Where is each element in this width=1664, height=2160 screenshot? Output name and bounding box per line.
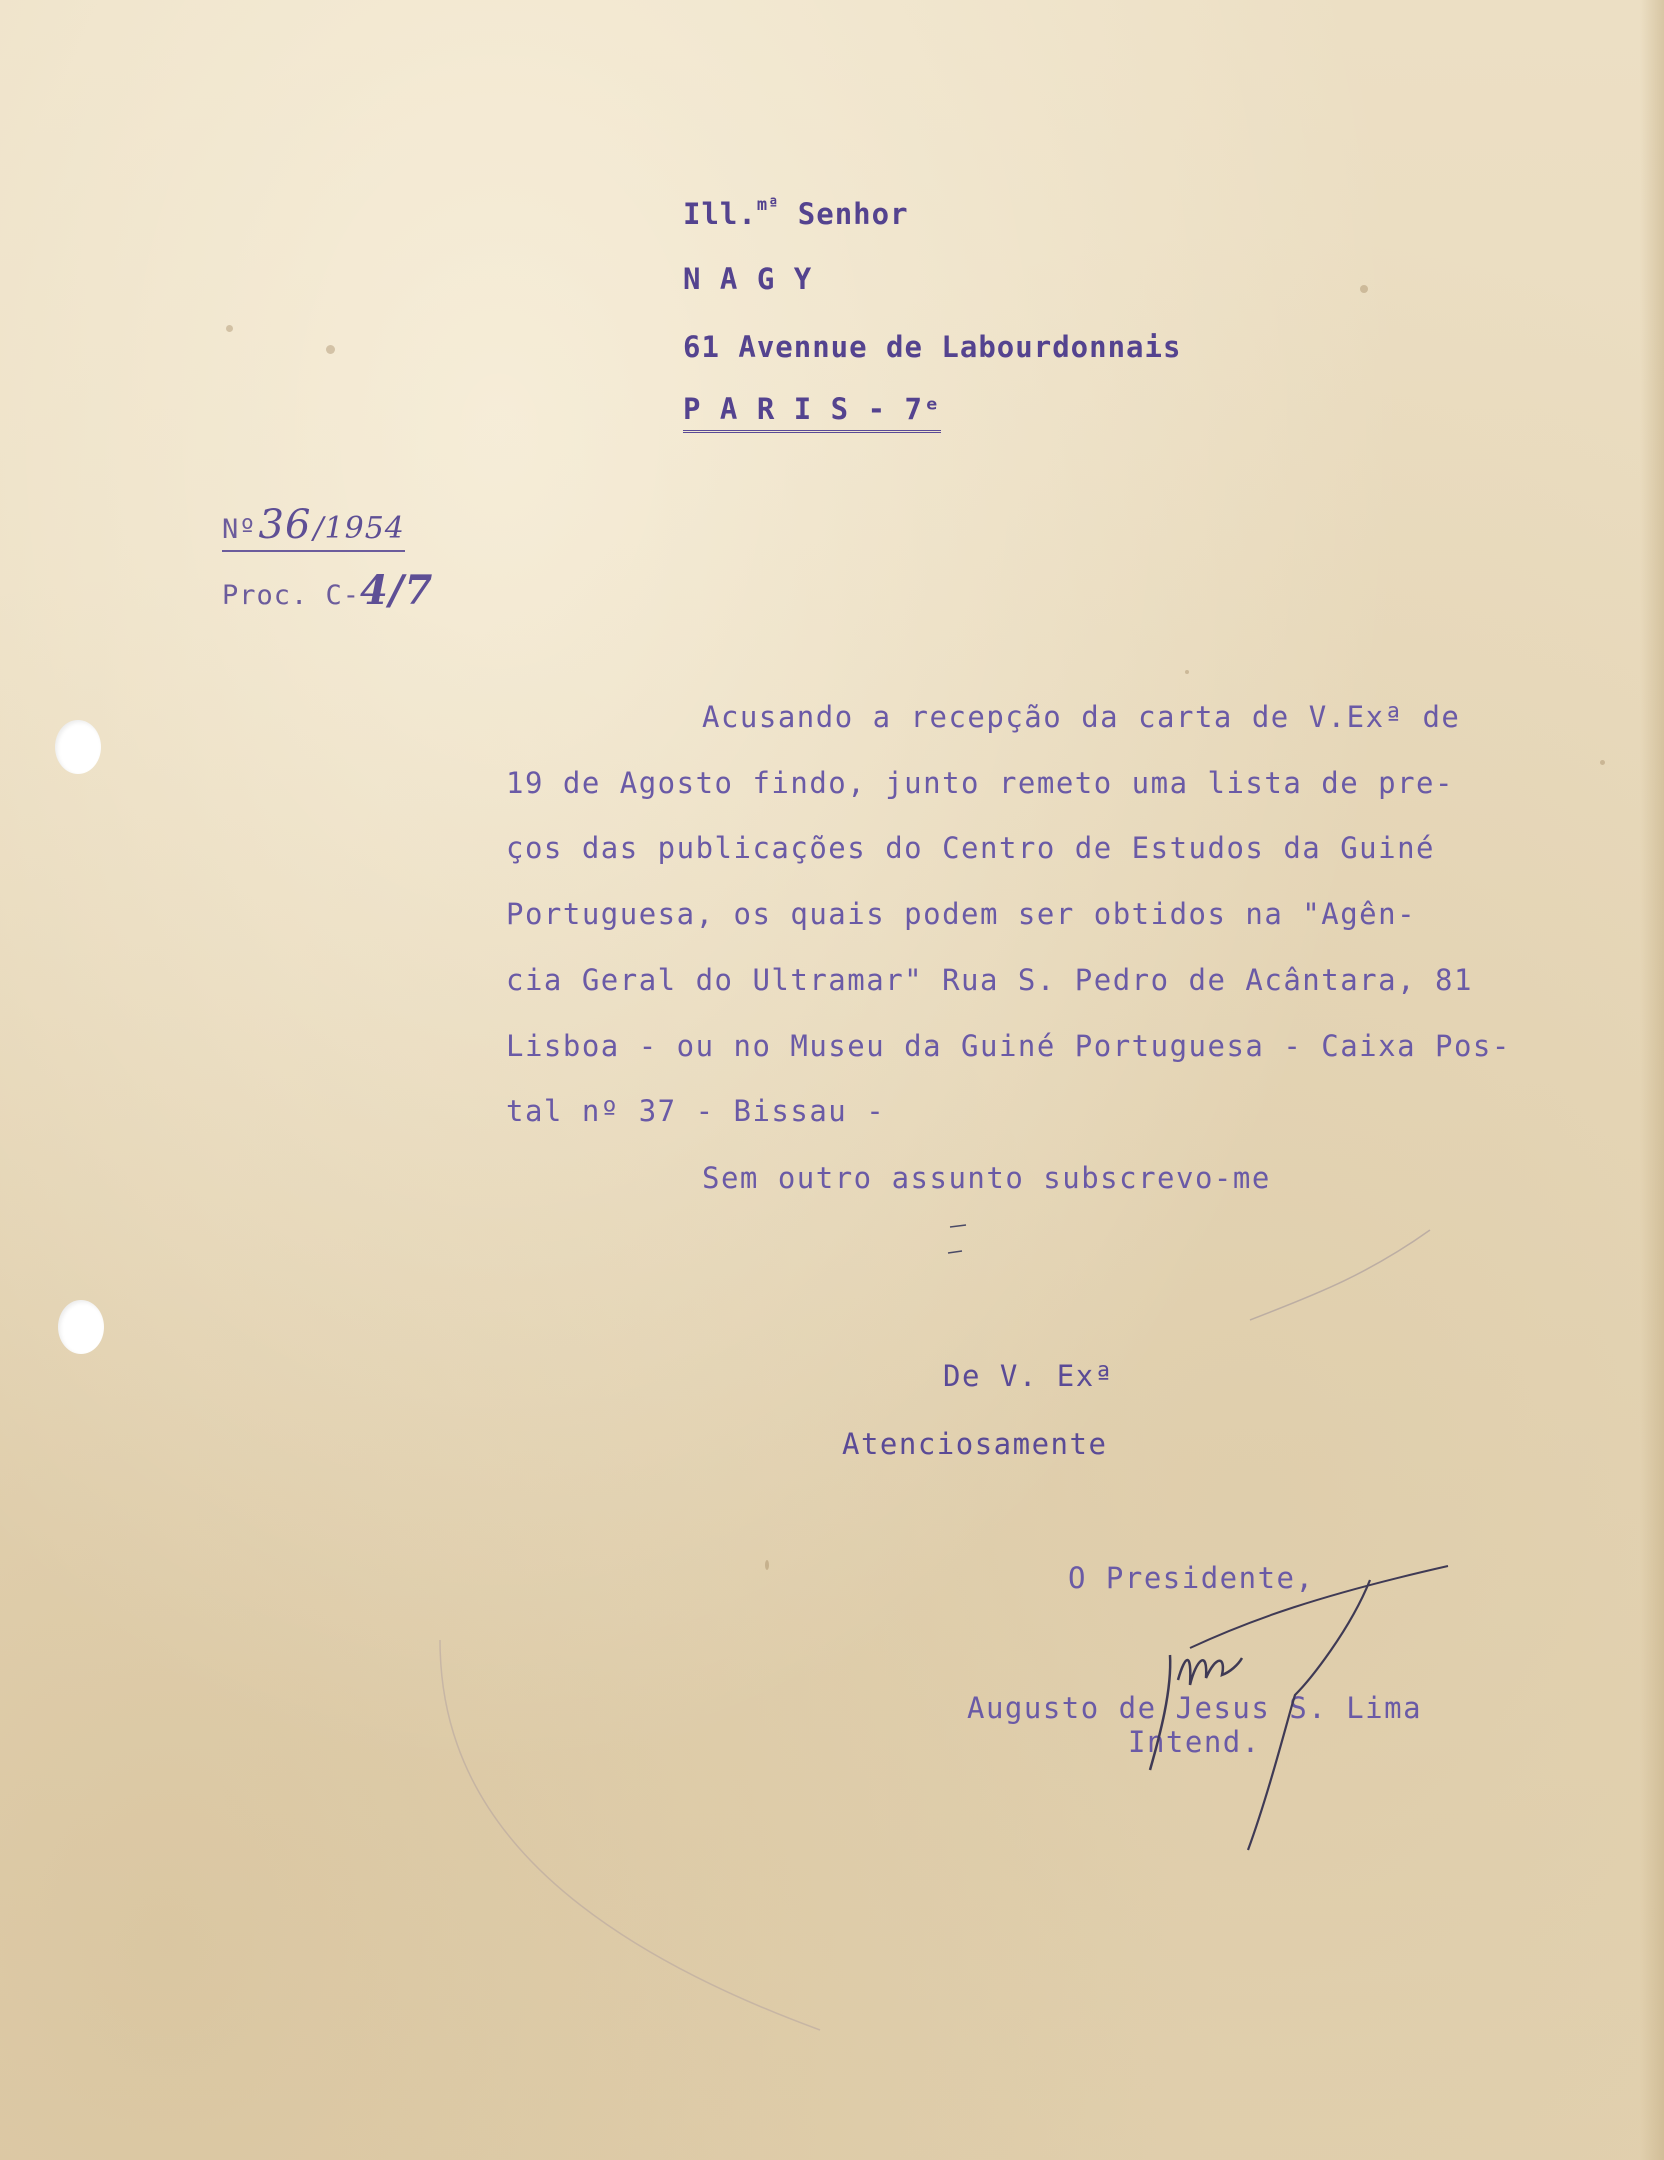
paper-spot	[1185, 670, 1189, 674]
body-line-2: 19 de Agosto findo, junto remeto uma lista de pre-	[506, 766, 1454, 800]
process-handwritten: 4/7	[360, 567, 434, 614]
salutation-prefix: Ill.	[683, 197, 757, 231]
paper-spot	[326, 345, 335, 354]
body-line-6: Lisboa - ou no Museu da Guiné Portuguesa - Caixa Pos-	[506, 1029, 1511, 1063]
faint-pencil-curve	[400, 1620, 1000, 2040]
reference-number	[222, 502, 405, 552]
stray-pen-marks	[940, 1195, 1080, 1275]
signer-role: Intend.	[1128, 1725, 1261, 1759]
paper-spot	[1600, 760, 1605, 765]
atenciosamente: Atenciosamente	[842, 1427, 1108, 1461]
reference-number-handwritten: 36	[258, 502, 312, 548]
body-line-1: Acusando a recepção da carta de V.Exª de	[702, 700, 1461, 734]
paper-spot	[1360, 285, 1368, 293]
salutation-superscript: mª	[756, 195, 780, 215]
reference-year: /1954	[313, 511, 405, 546]
signer-title: O Presidente,	[1068, 1561, 1315, 1595]
paper-spot	[226, 325, 233, 332]
process-label: Proc. C-	[222, 580, 361, 611]
body-line-3: ços das publicações do Centro de Estudos da Guiné	[506, 831, 1436, 865]
closing-line: Sem outro assunto subscrevo-me	[702, 1161, 1271, 1195]
salutation	[683, 195, 909, 231]
body-line-5: cia Geral do Ultramar" Rua S. Pedro de Acântara, 81	[506, 963, 1473, 997]
de-vexa: De V. Exª	[943, 1359, 1114, 1393]
salutation-suffix: Senhor	[779, 197, 909, 231]
recipient-city: P A R I S - 7ᵉ	[683, 392, 941, 433]
punch-hole-upper	[55, 720, 101, 774]
reference-number-prefix: Nº	[222, 514, 257, 545]
punch-hole-lower	[58, 1300, 104, 1354]
recipient-name: N A G Y	[683, 262, 813, 296]
recipient-street: 61 Avennue de Labourdonnais	[683, 330, 1182, 364]
body-line-7: tal nº 37 - Bissau -	[506, 1094, 886, 1128]
body-line-4: Portuguesa, os quais podem ser obtidos na "Agên-	[506, 897, 1417, 931]
paper-spot	[765, 1560, 769, 1570]
signature-mark	[1130, 1560, 1470, 1860]
signer-name: Augusto de Jesus S. Lima	[967, 1691, 1423, 1725]
faint-pencil-mark	[1240, 1220, 1440, 1340]
process-reference	[222, 567, 433, 614]
page-edge-shadow	[1640, 0, 1664, 2160]
